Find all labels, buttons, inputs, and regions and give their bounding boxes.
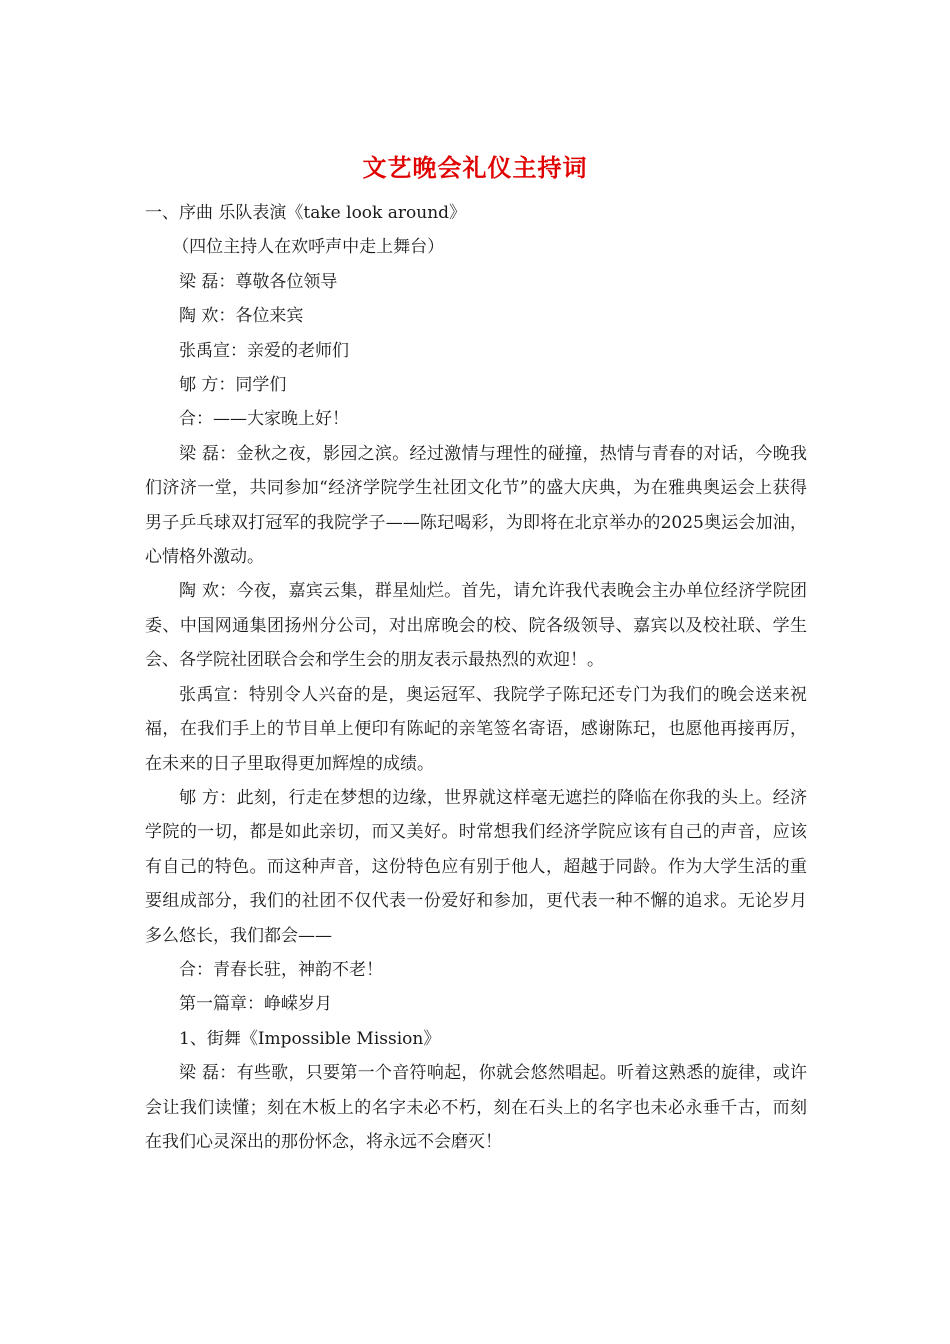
section-heading-overture: 一、序曲 乐队表演《take look around》 xyxy=(145,203,467,223)
host-paragraph-zhang-2: 张禹宣：特别令人兴奋的是，奥运冠军、我院学子陈玘还专门为我们的晚会送来祝福，在我们手上的节目单上便印有陈屺的亲笔签名寄语，感谢陈玘，也愿他再接再厉，在未来的日子里取得更加辉煌的成绩。 xyxy=(145,684,807,774)
host-paragraph-tao-2: 陶 欢：今夜，嘉宾云集，群星灿烂。首先，请允许我代表晚会主办单位经济学院团委、中国网通集团扬州分公司，对出席晚会的校、院各级领导、嘉宾以及校社联、学生会、各学院社团联合会和学生会的朋友表示最热烈的欢迎！。 xyxy=(145,581,807,671)
chapter-heading: 第一篇章：峥嵘岁月 xyxy=(179,994,332,1015)
program-item: 1、街舞《Impossible Mission》 xyxy=(179,1028,441,1049)
host-line-together-2: 合：青春长驻，神韵不老！ xyxy=(179,959,383,980)
document-body xyxy=(145,196,807,1159)
host-line-yu-1: 郇 方：同学们 xyxy=(179,375,287,396)
host-line-together-1: 合：——大家晚上好！ xyxy=(179,409,349,430)
host-paragraph-yu-2: 郇 方：此刻，行走在梦想的边缘，世界就这样毫无遮拦的降临在你我的头上。经济学院的一切，都是如此亲切，而又美好。时常想我们经济学院应该有自己的声音，应该有自己的特色。而这种声音，这份特色应有别于他人，超越于同龄。作为大学生活的重要组成部分，我们的社团不仅代表一份爱好和参加，更代表一种不懈的追求。无论岁月多么悠长，我们都会—— xyxy=(145,787,807,946)
document-title: 文艺晚会礼仪主持词 xyxy=(362,153,588,182)
host-line-liang-1: 梁 磊：尊敬各位领导 xyxy=(179,271,338,292)
stage-direction: （四位主持人在欢呼声中走上舞台） xyxy=(172,237,445,258)
host-line-zhang-1: 张禹宣：亲爱的老师们 xyxy=(179,340,349,361)
host-paragraph-liang-3: 梁 磊：有些歌，只要第一个音符响起，你就会悠然唱起。听着这熟悉的旋律，或许会让我们读懂；刻在木板上的名字未必不朽，刻在石头上的名字也未必永垂千古，而刻在我们心灵深出的那份怀念，将永远不会磨灭！ xyxy=(145,1063,807,1152)
host-line-tao-1: 陶 欢：各位来宾 xyxy=(179,306,304,327)
host-paragraph-liang-2: 梁 磊：金秋之夜，影园之滨。经过激情与理性的碰撞，热情与青春的对话，今晚我们济济一堂，共同参加“经济学院学生社团文化节”的盛大庆典，为在雅典奥运会上获得男子乒乓球双打冠军的我院学子——陈玘喝彩，为即将在北京举办的2025奥运会加油，心情格外激动。 xyxy=(145,443,807,568)
